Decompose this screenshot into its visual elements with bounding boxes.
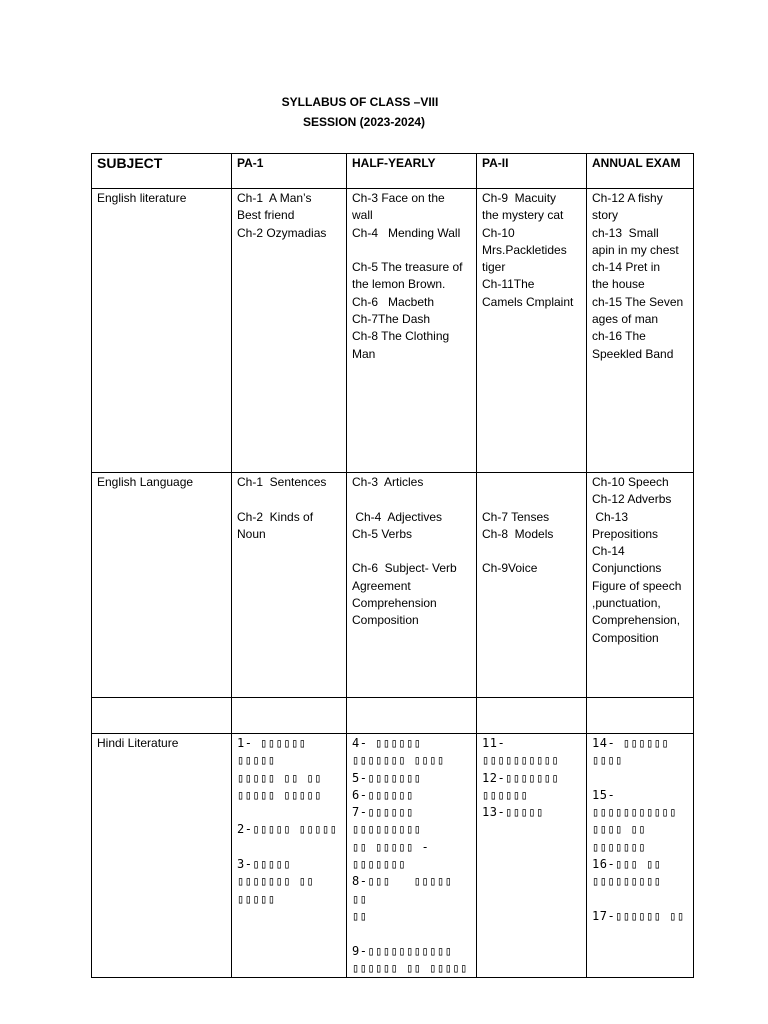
- syllabus-line: [482, 543, 581, 560]
- annual-cell: [587, 189, 694, 473]
- syllabus-line: ,punctuation,: [592, 596, 661, 611]
- syllabus-line: Ch-14: [592, 544, 625, 559]
- syllabus-line: 3-▯▯▯▯▯: [237, 857, 292, 872]
- header-pa2: PA-II: [477, 154, 587, 189]
- syllabus-line: 6-▯▯▯▯▯▯: [352, 787, 414, 802]
- syllabus-line: [352, 491, 471, 508]
- syllabus-line: Ch-13: [592, 509, 629, 524]
- syllabus-line: the lemon Brown.: [352, 277, 446, 292]
- pa2-cell: [477, 473, 587, 698]
- syllabus-line: apin in my chest: [592, 242, 679, 257]
- subject-cell: English literature: [92, 189, 232, 473]
- syllabus-line: ▯▯▯▯▯▯: [482, 787, 529, 802]
- header-pa1: PA-1: [232, 154, 347, 189]
- syllabus-line: 16-▯▯▯ ▯▯: [592, 857, 662, 872]
- syllabus-line: Prepositions: [592, 526, 659, 541]
- syllabus-line: 9-▯▯▯▯▯▯▯▯▯▯▯: [352, 943, 453, 958]
- header-annual-exam: ANNUAL EXAM: [587, 154, 694, 189]
- table-row: [92, 734, 694, 978]
- syllabus-table: [91, 153, 694, 978]
- half-yearly-cell: [347, 734, 477, 978]
- syllabus-line: 15-: [592, 787, 616, 802]
- syllabus-line: Ch-7 Tenses: [482, 509, 550, 524]
- pa2-cell: [477, 734, 587, 978]
- syllabus-line: wall: [352, 208, 373, 223]
- syllabus-line: Mrs.Packletides: [482, 242, 567, 257]
- syllabus-line: ▯▯▯▯▯▯ ▯▯ ▯▯▯▯▯: [352, 960, 468, 975]
- syllabus-line: ▯▯▯▯▯: [237, 891, 276, 906]
- table-row: [92, 698, 694, 734]
- syllabus-line: Agreement: [352, 578, 411, 593]
- syllabus-line: Ch-8 The Clothing: [352, 329, 450, 344]
- syllabus-line: ▯▯▯▯▯▯▯ ▯▯: [237, 874, 315, 889]
- table-header-row: [92, 154, 694, 189]
- syllabus-line: Comprehension,: [592, 613, 681, 628]
- syllabus-line: 4- ▯▯▯▯▯▯: [352, 736, 422, 750]
- syllabus-line: tiger: [482, 260, 506, 275]
- syllabus-line: ages of man: [592, 312, 659, 327]
- syllabus-line: ch-14 Pret in: [592, 260, 661, 275]
- syllabus-line: 14- ▯▯▯▯▯▯: [592, 736, 670, 750]
- pa1-cell: [232, 698, 347, 734]
- syllabus-line: Ch-4 Mending Wall: [352, 225, 461, 240]
- header-subject: SUBJECT: [92, 154, 232, 189]
- syllabus-line: Comprehension: [352, 596, 437, 611]
- syllabus-line: ▯▯▯▯▯▯▯: [592, 839, 647, 854]
- syllabus-line: Ch-11The: [482, 277, 535, 292]
- syllabus-line: Ch-8 Models: [482, 526, 554, 541]
- syllabus-line: Camels Cmplaint: [482, 294, 574, 309]
- syllabus-line: Composition: [592, 630, 659, 645]
- syllabus-title: SYLLABUS OF CLASS –VIII: [281, 95, 439, 109]
- syllabus-line: Ch-4 Adjectives: [352, 509, 443, 524]
- syllabus-line: [237, 839, 341, 856]
- syllabus-line: Ch-5 Verbs: [352, 526, 413, 541]
- syllabus-line: ▯▯▯▯▯ ▯▯▯▯▯: [237, 787, 322, 802]
- syllabus-line: [352, 242, 471, 259]
- syllabus-line: ▯▯▯▯▯▯▯▯▯▯▯: [592, 805, 677, 820]
- syllabus-line: [482, 474, 581, 491]
- syllabus-line: ch-15 The Seven: [592, 294, 684, 309]
- syllabus-line: 11- ▯▯▯▯▯▯▯▯▯▯: [482, 736, 560, 768]
- half-yearly-cell: [347, 473, 477, 698]
- syllabus-line: the mystery cat: [482, 208, 564, 223]
- syllabus-line: 17-▯▯▯▯▯▯ ▯▯: [592, 908, 685, 923]
- syllabus-line: Ch-9 Macuity: [482, 191, 557, 205]
- syllabus-line: 7-▯▯▯▯▯▯ ▯▯▯▯▯▯▯▯▯: [352, 805, 422, 837]
- syllabus-line: Ch-6 Subject- Verb: [352, 561, 457, 576]
- half-yearly-cell: [347, 698, 477, 734]
- syllabus-line: 5-▯▯▯▯▯▯▯: [352, 770, 422, 785]
- subject-cell: Hindi Literature: [92, 734, 232, 978]
- syllabus-line: [352, 543, 471, 560]
- syllabus-line: ▯▯▯▯ ▯▯: [592, 822, 647, 837]
- half-yearly-cell: [347, 189, 477, 473]
- annual-cell: [587, 473, 694, 698]
- subject-cell: English Language: [92, 473, 232, 698]
- syllabus-line: Ch-1 Sentences: [237, 475, 327, 489]
- syllabus-line: Conjunctions: [592, 561, 662, 576]
- syllabus-line: [482, 491, 581, 508]
- syllabus-line: Ch-6 Macbeth: [352, 294, 435, 309]
- syllabus-line: Best friend: [237, 208, 295, 223]
- annual-cell: [587, 734, 694, 978]
- syllabus-line: Ch-2 Ozymadias: [237, 225, 327, 240]
- syllabus-line: 2-▯▯▯▯▯ ▯▯▯▯▯: [237, 822, 338, 837]
- syllabus-line: [592, 770, 688, 787]
- syllabus-line: Ch-5 The treasure of: [352, 260, 463, 275]
- table-row: [92, 473, 694, 698]
- syllabus-line: ch-16 The: [592, 329, 646, 344]
- syllabus-line: Ch-12 Adverbs: [592, 492, 672, 507]
- syllabus-line: Ch-9Voice: [482, 561, 538, 576]
- syllabus-line: Ch-10: [482, 225, 515, 240]
- header-half-yearly: HALF-YEARLY: [347, 154, 477, 189]
- syllabus-line: Composition: [352, 613, 419, 628]
- syllabus-line: Ch-12 A fishy: [592, 191, 663, 205]
- syllabus-line: ▯▯▯▯: [592, 753, 623, 768]
- syllabus-line: Ch-7The Dash: [352, 312, 431, 327]
- syllabus-line: 1- ▯▯▯▯▯▯ ▯▯▯▯▯: [237, 736, 315, 768]
- syllabus-line: the house: [592, 277, 645, 292]
- syllabus-line: Noun: [237, 526, 266, 541]
- syllabus-line: 13-▯▯▯▯▯: [482, 805, 544, 820]
- syllabus-line: [352, 925, 471, 942]
- syllabus-line: story: [592, 208, 619, 223]
- pa1-cell: [232, 734, 347, 978]
- syllabus-line: ▯▯▯▯▯▯▯ ▯▯▯▯: [352, 753, 445, 768]
- syllabus-line: ▯▯: [352, 908, 368, 923]
- syllabus-line: [592, 891, 688, 908]
- syllabus-line: ▯▯▯▯▯▯▯▯▯: [592, 874, 662, 889]
- syllabus-line: 8-▯▯▯ ▯▯▯▯▯ ▯▯: [352, 874, 468, 906]
- syllabus-line: Man: [352, 346, 376, 361]
- syllabus-line: Ch-10 Speech: [592, 475, 669, 489]
- pa2-cell: [477, 698, 587, 734]
- subject-cell: [92, 698, 232, 734]
- syllabus-line: Figure of speech: [592, 578, 682, 593]
- syllabus-line: Ch-3 Articles: [352, 475, 424, 489]
- table-row: [92, 189, 694, 473]
- pa2-cell: [477, 189, 587, 473]
- session-title: SESSION (2023-2024): [302, 115, 426, 129]
- syllabus-line: ▯▯ ▯▯▯▯▯ - ▯▯▯▯▯▯▯: [352, 839, 437, 872]
- syllabus-line: Ch-3 Face on the: [352, 191, 445, 205]
- syllabus-line: ch-13 Small: [592, 225, 659, 240]
- syllabus-line: 12-▯▯▯▯▯▯▯: [482, 770, 560, 785]
- syllabus-line: Speekled Band: [592, 346, 674, 361]
- pa1-cell: [232, 189, 347, 473]
- syllabus-line: [237, 804, 341, 821]
- syllabus-line: [237, 491, 341, 508]
- syllabus-line: Ch-2 Kinds of: [237, 509, 314, 524]
- annual-cell: [587, 698, 694, 734]
- pa1-cell: [232, 473, 347, 698]
- syllabus-line: Ch-1 A Man’s: [237, 191, 312, 205]
- syllabus-line: ▯▯▯▯▯ ▯▯ ▯▯: [237, 770, 322, 785]
